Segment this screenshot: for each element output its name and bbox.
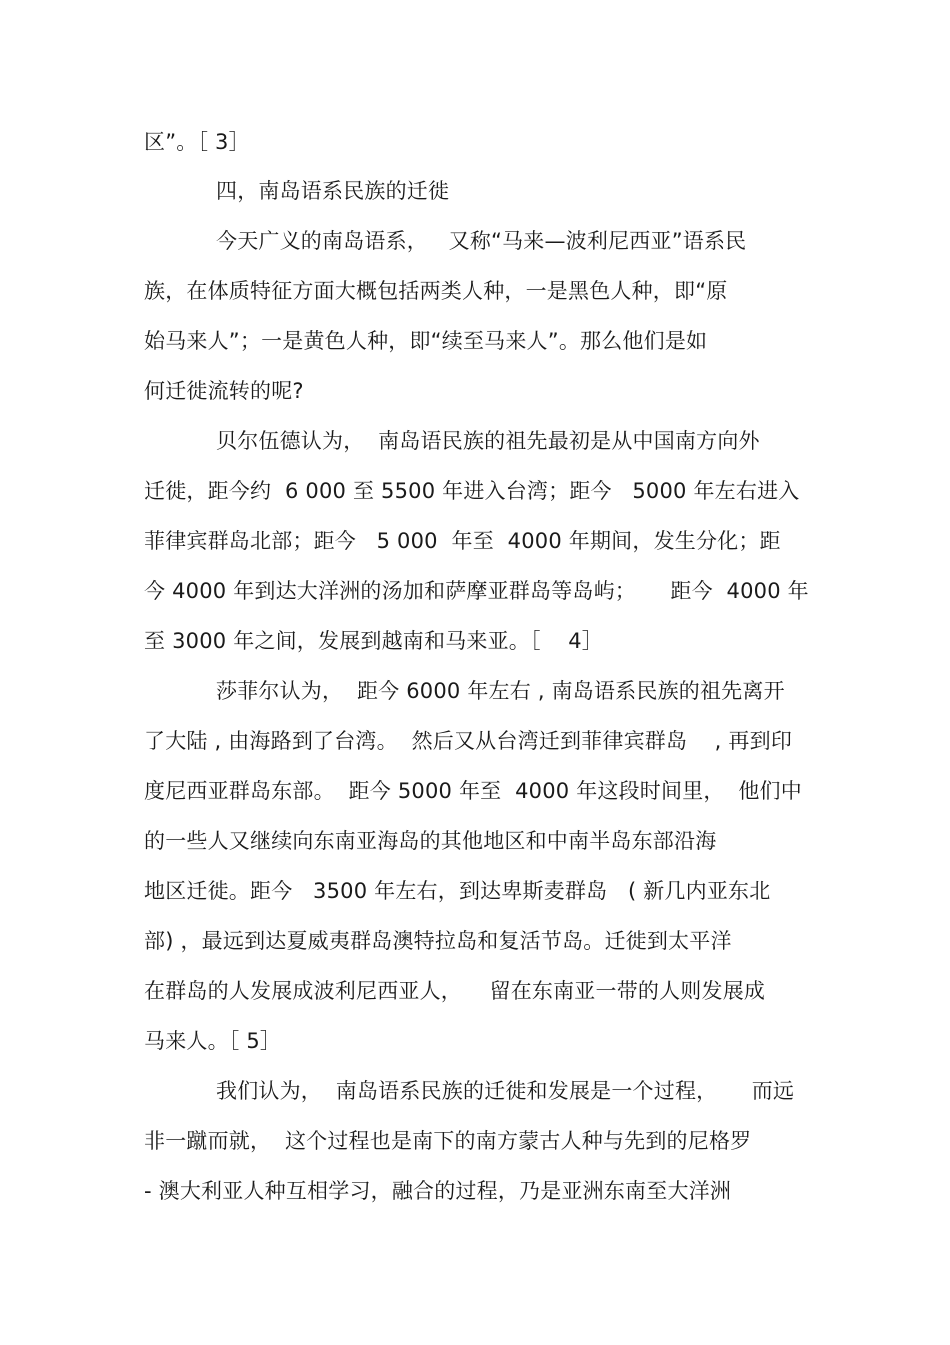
text-line: 至 3000 年之间，发展到越南和马来亚。［ 4］ xyxy=(144,629,603,653)
text-line: 马来人。［ 5］ xyxy=(144,1029,282,1053)
text-line: 非一蹴而就， 这个过程也是南下的南方蒙古人种与先到的尼格罗 xyxy=(144,1129,752,1153)
text-line: 区”。［ 3］ xyxy=(144,130,250,154)
text-line: - 澳大利亚人种互相学习，融合的过程，乃是亚洲东南至大洋洲 xyxy=(144,1179,732,1203)
text-line: 贝尔伍德认为， 南岛语民族的祖先最初是从中国南方向外 xyxy=(216,429,760,453)
text-line: 何迁徙流转的呢? xyxy=(144,379,304,403)
text-line: 我们认为， 南岛语系民族的迁徙和发展是一个过程， 而远 xyxy=(216,1079,795,1103)
text-line: 的一些人又继续向东南亚海岛的其他地区和中南半岛东部沿海 xyxy=(144,829,717,853)
text-line: 在群岛的人发展成波利尼西亚人， 留在东南亚一带的人则发展成 xyxy=(144,979,766,1003)
text-line: 菲律宾群岛北部；距今 5 000 年至 4000 年期间，发生分化；距 xyxy=(144,529,781,553)
text-line: 地区迁徙。距今 3500 年左右，到达卑斯麦群岛 ( 新几内亚东北 xyxy=(144,879,771,903)
text-line: 迁徙，距今约 6 000 至 5500 年进入台湾；距今 5000 年左右进入 xyxy=(144,479,800,503)
text-line: 部) ，最远到达夏威夷群岛澳特拉岛和复活节岛。迁徙到太平洋 xyxy=(144,929,732,953)
section-heading: 四，南岛语系民族的迁徙 xyxy=(216,179,450,203)
text-line: 了大陆 , 由海路到了台湾。 然后又从台湾迁到菲律宾群岛 , 再到印 xyxy=(144,729,793,753)
text-line: 族，在体质特征方面大概包括两类人种，一是黑色人种，即“原 xyxy=(144,279,728,303)
text-line: 今天广义的南岛语系， 又称“马来—波利尼西亚”语系民 xyxy=(216,229,747,253)
text-line: 莎菲尔认为， 距今 6000 年左右 , 南岛语系民族的祖先离开 xyxy=(216,679,785,703)
text-line: 始马来人”；一是黄色人种，即“续至马来人”。那么他们是如 xyxy=(144,329,708,353)
text-line: 度尼西亚群岛东部。 距今 5000 年至 4000 年这段时间里， 他们中 xyxy=(144,779,802,803)
text-line: 今 4000 年到达大洋洲的汤加和萨摩亚群岛等岛屿； 距今 4000 年 xyxy=(144,579,809,603)
